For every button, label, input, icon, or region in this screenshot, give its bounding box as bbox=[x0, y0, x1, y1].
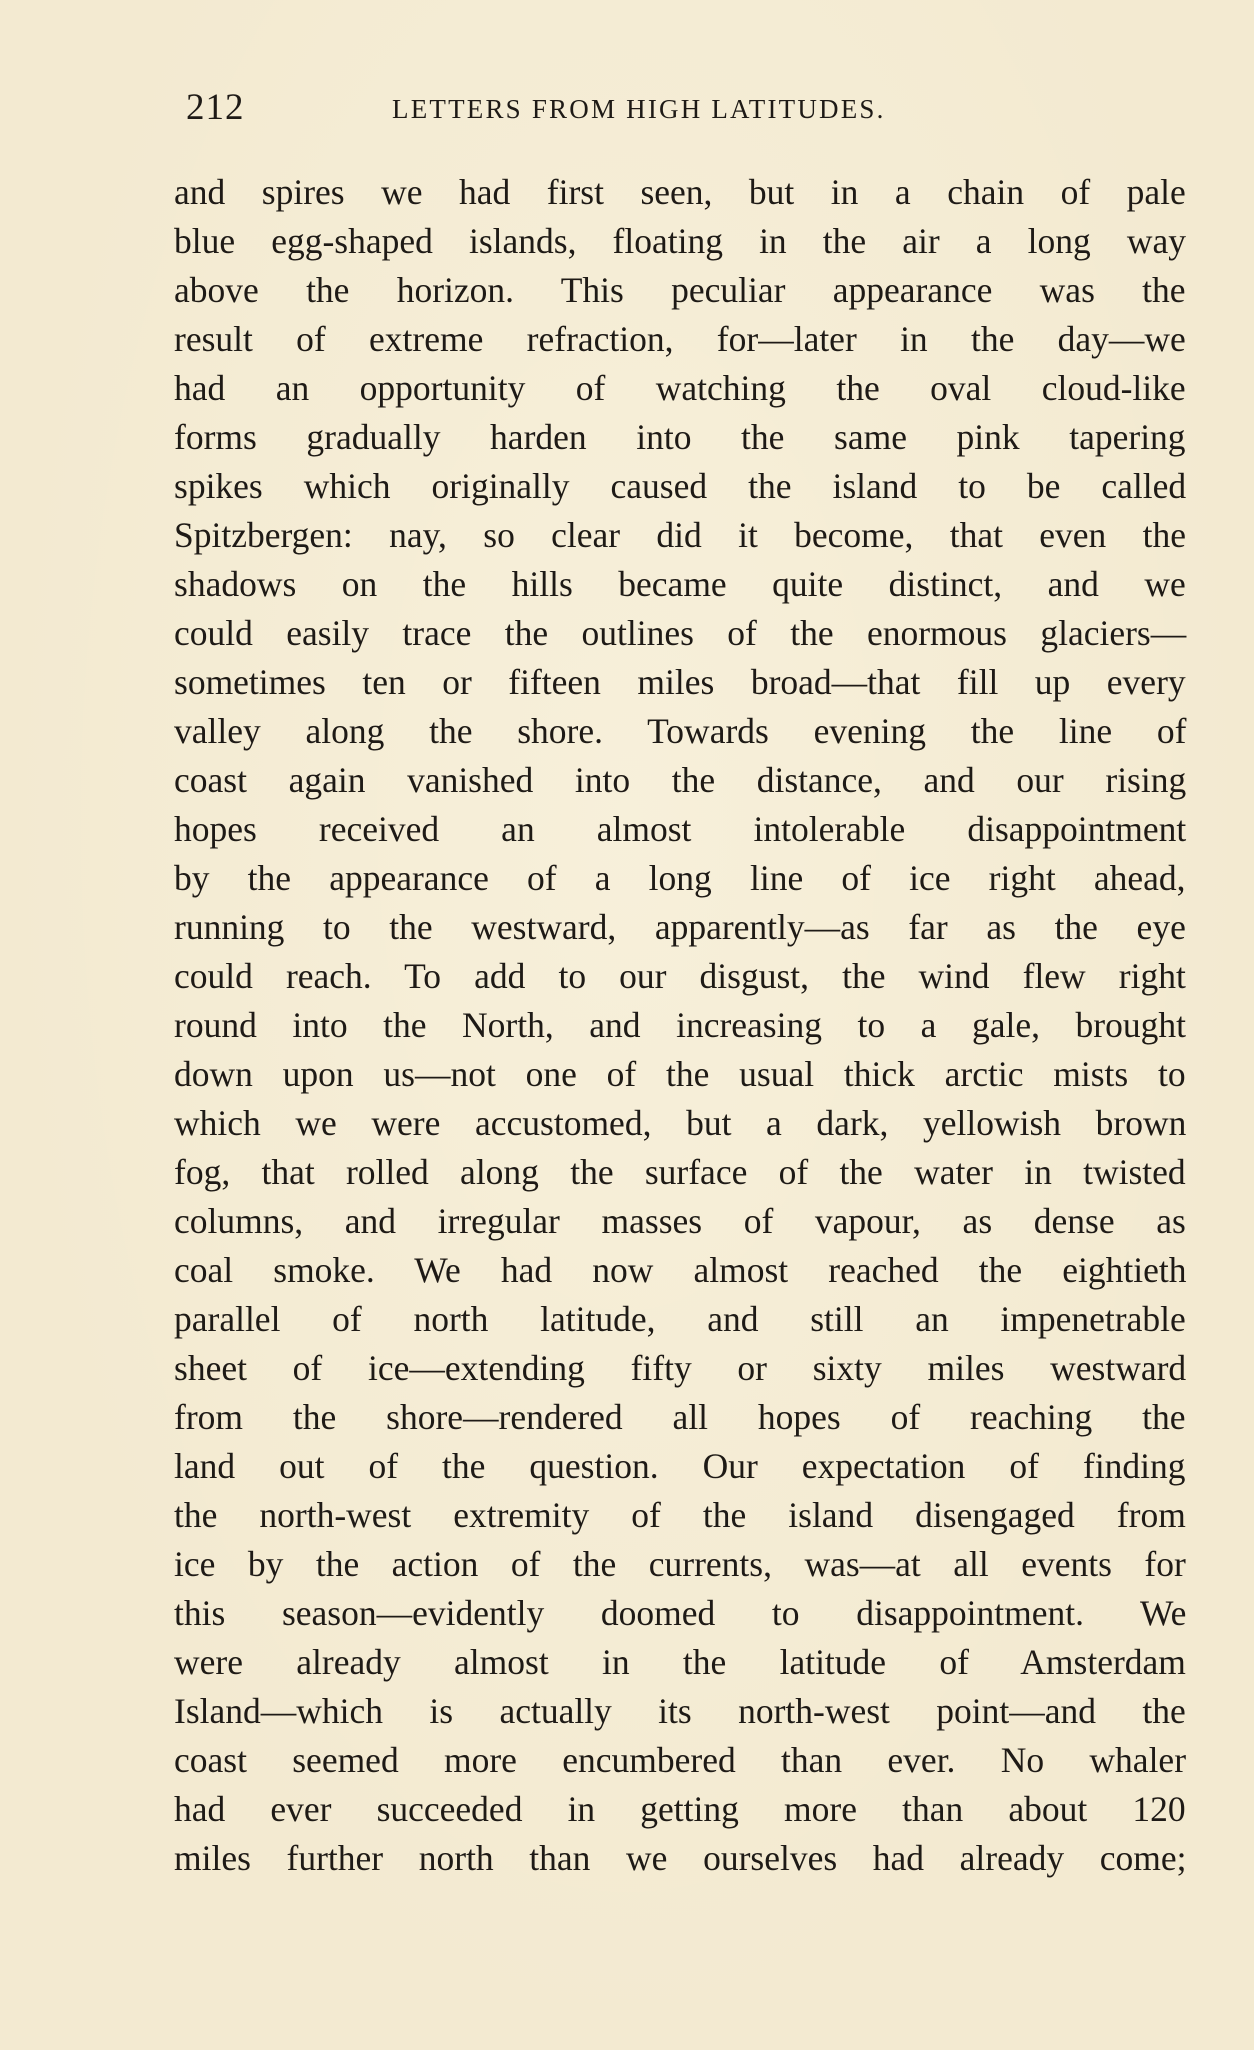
text-line: running to the westward, apparently—as far as the eye bbox=[174, 907, 1186, 947]
page-number: 212 bbox=[186, 87, 245, 128]
text-line: ice by the action of the currents, was—at all events for bbox=[174, 1544, 1186, 1584]
text-line: and spires we had first seen, but in a chain of pale bbox=[174, 172, 1186, 212]
text-line: coast seemed more encumbered than ever. No whaler bbox=[174, 1740, 1187, 1780]
running-head bbox=[186, 86, 1186, 146]
text-line: Spitzbergen: nay, so clear did it become, that even the bbox=[174, 515, 1186, 555]
text-line: down upon us—not one of the usual thick arctic mists to bbox=[174, 1054, 1186, 1094]
text-line: shadows on the hills became quite distinct, and we bbox=[174, 564, 1186, 604]
text-line: forms gradually harden into the same pink tapering bbox=[174, 417, 1186, 457]
text-line: coal smoke. We had now almost reached the eightieth bbox=[174, 1250, 1187, 1290]
text-line: sometimes ten or fifteen miles broad—that fill up every bbox=[174, 662, 1186, 702]
text-line: had ever succeeded in getting more than about 120 bbox=[174, 1789, 1186, 1829]
text-line: hopes received an almost intolerable disappointment bbox=[174, 809, 1187, 849]
text-line: fog, that rolled along the surface of the water in twisted bbox=[174, 1152, 1186, 1192]
text-line: from the shore—rendered all hopes of reaching the bbox=[174, 1397, 1186, 1437]
text-line: above the horizon. This peculiar appearance was the bbox=[174, 270, 1186, 310]
text-line: miles further north than we ourselves had already come; bbox=[174, 1838, 1187, 1878]
text-line: had an opportunity of watching the oval cloud-like bbox=[174, 368, 1186, 408]
text-line: which we were accustomed, but a dark, yellowish brown bbox=[174, 1103, 1187, 1143]
text-line: Island—which is actually its north-west point—and the bbox=[174, 1691, 1186, 1731]
text-line: were already almost in the latitude of Amsterdam bbox=[174, 1642, 1186, 1682]
text-line: could easily trace the outlines of the enormous glaciers— bbox=[174, 613, 1187, 653]
text-line: columns, and irregular masses of vapour, as dense as bbox=[174, 1201, 1186, 1241]
text-line: result of extreme refraction, for—later in the day—we bbox=[174, 319, 1186, 359]
text-line: coast again vanished into the distance, and our rising bbox=[174, 760, 1187, 800]
text-line: by the appearance of a long line of ice right ahead, bbox=[174, 858, 1186, 898]
text-line: this season—evidently doomed to disappointment. We bbox=[174, 1593, 1187, 1633]
text-line: sheet of ice—extending fifty or sixty miles westward bbox=[174, 1348, 1187, 1388]
text-line: round into the North, and increasing to a gale, brought bbox=[174, 1005, 1186, 1045]
text-line: blue egg-shaped islands, floating in the air a long way bbox=[174, 221, 1186, 261]
text-line: spikes which originally caused the island to be called bbox=[174, 466, 1187, 506]
text-line: could reach. To add to our disgust, the wind flew right bbox=[174, 956, 1186, 996]
text-line: land out of the question. Our expectation of finding bbox=[174, 1446, 1186, 1486]
text-line: valley along the shore. Towards evening the line of bbox=[174, 711, 1187, 751]
text-line: parallel of north latitude, and still an impenetrable bbox=[174, 1299, 1186, 1339]
body-text bbox=[174, 168, 1186, 1883]
text-line: the north-west extremity of the island disengaged from bbox=[174, 1495, 1186, 1535]
running-head-title: LETTERS FROM HIGH LATITUDES. bbox=[392, 94, 886, 124]
